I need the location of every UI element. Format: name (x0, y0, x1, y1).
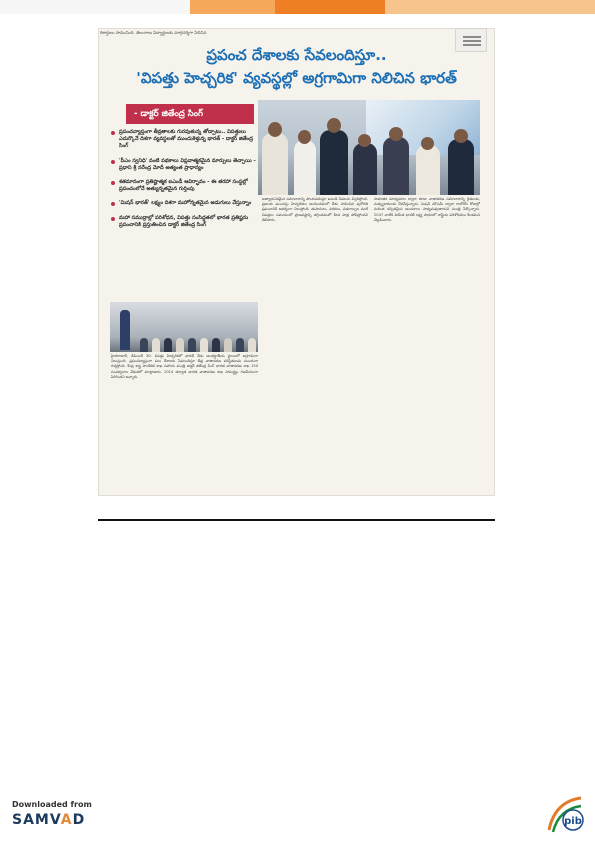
strip-segment (0, 0, 190, 14)
bullet-item: శతమానంగా ప్రతిష్టాత్మక ఐఎండీ ఆవిర్భావం - ఈ తరహా సంస్థల్లో ప్రపంచంలోనే అత్యున్నతమైన గుర్తింపు (111, 179, 259, 193)
byline: - డాక్టర్ జితేంద్ర సింగ్ (126, 104, 254, 124)
top-accent-strip (0, 0, 595, 14)
bullet-item: మహా సముద్రాల్లో పరిశోధన, విపత్తు సంసిద్ధతలో భారత ప్రతిష్టను ప్రపంచానికి ప్రస్తుతించిన డాక్టర్ జితేంద్ర సింగ్ (111, 215, 259, 229)
samvad-logo (12, 812, 85, 828)
article-column-2: అత్యాధునికమైన సమాచారాన్ని పొందుపరుస్తూ ఐఎండీ సేవలను విస్తరిస్తోంది. ప్రజలకు ముందస్తు హెచ్చరికలు అందించడంలో దేశం సాధించిన పురోగతి ప్రపంచానికి ఆదర్శంగా నిలుస్తోంది. తుపానులు, వరదలు, వడగాల్పుల వంటి విపత్తుల సమయంలో ప్రాణనష్టాన్ని తగ్గించడంలో కీలక పాత్ర పోషిస్తోందని తెలిపారు. (262, 197, 368, 222)
article-column-1: హైదరాబాద్, డిసెంబర్ 30: విపత్తు హెచ్చరికలో భారత్ నేడు అంతర్జాతీయ స్థాయిలో అగ్రగామిగా నిలుస్తుంది. ప్రపంచవ్యాప్తంగా పలు దేశాలకు సేవలందిస్తూ తీవ్ర వాతావరణ పరిస్థితులను ముందుగా గుర్తిస్తోంది. కేంద్ర శాస్త్ర సాంకేతిక శాఖ సహాయ మంత్రి డాక్టర్ జితేంద్ర సింగ్ భారత వాతావరణ శాఖ 150 సంవత్సరాల వేడుకలో మాట్లాడారు. 2014 తర్వాత భారత వాతావరణ శాఖ సామర్థ్యం గణనీయంగా పెరిగిందని అన్నారు. (111, 354, 258, 379)
strip-segment (385, 0, 595, 14)
conference-photo (110, 302, 258, 352)
bullet-item: ప్రపంచవ్యాప్తంగా తీవ్రతాలకు గురవుతున్న తోడ్పాటు.. విపత్తులు ఎదుర్కొనే దిశగా వ్యవస్థలతో ముందుకెళ్తున్న భారత్ - డాక్టర్ జితేంద్ర సింగ్ (111, 129, 259, 151)
divider-rule (98, 519, 495, 521)
brand-accent: A (60, 812, 73, 828)
bullet-item: 'మిషన్ భారత్' లక్ష్యం దిశగా మహోన్నతమైన అడుగులు వేస్తున్నాం (111, 200, 259, 207)
brand-suffix: D (72, 812, 86, 828)
clipping-top-text: రికార్డులు సాధించింది. తెలంగాణ విద్యార్థులకు మార్గదర్శిగా నిలిచిన (100, 30, 207, 35)
brand-prefix: SAMV (12, 812, 61, 828)
strip-segment (275, 0, 385, 14)
pib-logo-icon (543, 790, 593, 838)
strip-segment (190, 0, 275, 14)
svg-text:pib: pib (564, 816, 582, 827)
event-photo (258, 100, 480, 195)
bullet-item: 'పీఎం స్వనిధి' వంటి పథకాలు విప్లవాత్మకమైన మార్పులు తెచ్చాయి - ప్రధాని శ్రీ నరేంద్ర మోదీ అత్యంత ప్రాధాన్యం (111, 158, 259, 172)
downloaded-from-label: Downloaded from (12, 800, 92, 809)
headline-line-2: 'విపత్తు హెచ్చరిక' వ్యవస్థల్లో అగ్రగామిగా నిలిచిన భారత్ (136, 69, 457, 87)
headline-line-1: ప్రపంచ దేశాలకు సేవలందిస్తూ.. (206, 46, 387, 64)
speaker-figure (120, 310, 130, 350)
article-column-3: సామాజిక మాధ్యమాల ద్వారా కూడా వాతావరణ సమాచారాన్ని రైతులకు, మత్స్యకారులకు చేరవేస్తున్నారు. మిషన్ మౌసమ్ ద్వారా రాబోయే రోజుల్లో మరింత కచ్చితమైన అంచనాలు సాధ్యమవుతాయని మంత్రి పేర్కొన్నారు. 2047 నాటికి వికసిత భారత్ లక్ష్య సాధనలో శాస్త్రీయ పరిశోధనలు కీలకమని వెల్లడించారు. (374, 197, 480, 222)
highlight-bullets (111, 129, 259, 236)
